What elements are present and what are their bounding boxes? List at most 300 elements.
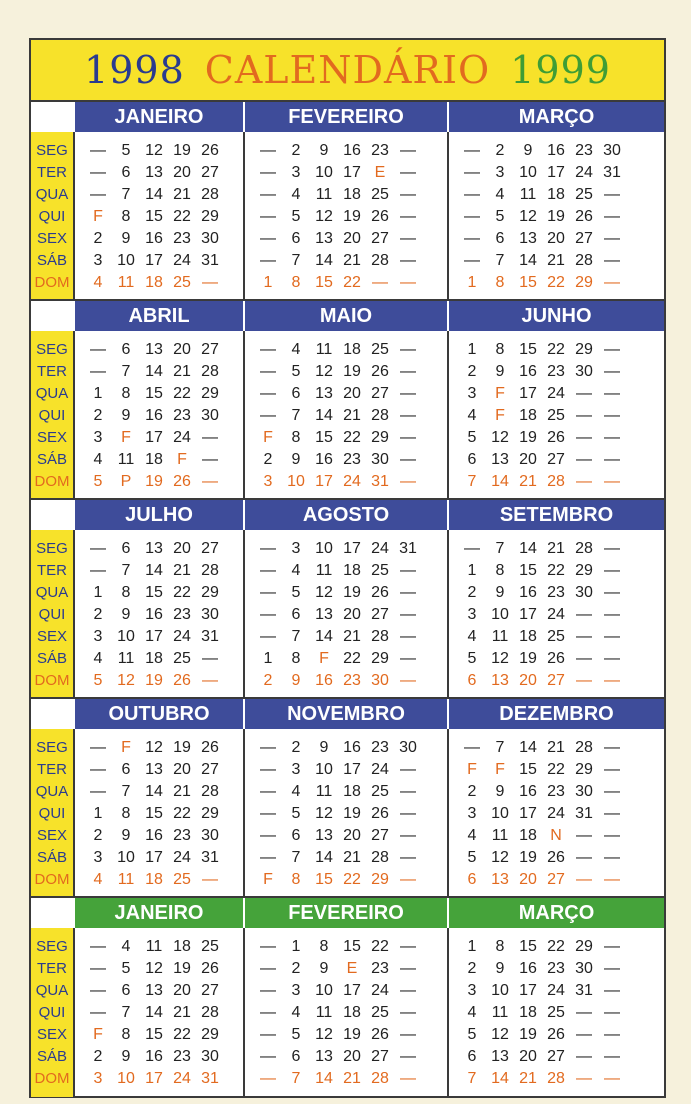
day-cell: — <box>604 341 620 358</box>
day-cell: 27 <box>371 827 389 844</box>
day-cell: 13 <box>315 385 333 402</box>
day-cell: — <box>604 1026 620 1043</box>
day-cell: 19 <box>343 805 361 822</box>
day-cell: — <box>400 429 416 446</box>
day-cell: — <box>400 650 416 667</box>
month-block <box>245 500 449 699</box>
day-cell: — <box>90 938 106 955</box>
day-cell: — <box>90 960 106 977</box>
day-cell: 21 <box>343 628 361 645</box>
day-cell: 8 <box>291 274 301 291</box>
day-cell: 14 <box>519 252 537 269</box>
day-cell: 21 <box>519 473 537 490</box>
weekday-label: SÁB <box>36 451 67 468</box>
calendar-row <box>31 699 664 898</box>
month-block <box>245 102 449 301</box>
day-cell: 30 <box>371 672 389 689</box>
day-cell: 16 <box>145 407 163 424</box>
day-cell: 13 <box>315 606 333 623</box>
day-cell: 16 <box>519 783 537 800</box>
day-cell: — <box>90 783 106 800</box>
day-cell: — <box>400 274 416 291</box>
day-cell: — <box>400 1026 416 1043</box>
day-cell: — <box>260 1070 276 1087</box>
day-cell: 4 <box>291 562 301 579</box>
day-cell: — <box>604 783 620 800</box>
month-name: AGOSTO <box>245 500 447 530</box>
day-cell: — <box>260 230 276 247</box>
day-cell: — <box>90 1004 106 1021</box>
day-cell: 5 <box>467 650 477 667</box>
day-cell: F <box>177 451 187 468</box>
day-cell: 18 <box>343 1004 361 1021</box>
day-cell: 31 <box>201 628 219 645</box>
day-cell: 2 <box>93 230 103 247</box>
day-cell: F <box>495 385 505 402</box>
day-cell: 4 <box>467 628 477 645</box>
title-year-start: 1998 <box>84 48 185 92</box>
day-cell: 18 <box>343 186 361 203</box>
day-cell: 29 <box>371 429 389 446</box>
day-cell: 23 <box>343 451 361 468</box>
day-cell: — <box>260 186 276 203</box>
day-cell: 5 <box>291 1026 301 1043</box>
day-cell: 26 <box>547 849 565 866</box>
month-name: MAIO <box>245 301 447 331</box>
day-cell: 12 <box>145 142 163 159</box>
day-cell: — <box>604 208 620 225</box>
day-cell: — <box>464 164 480 181</box>
day-cell: 7 <box>291 849 301 866</box>
month-block <box>245 898 449 1097</box>
day-cell: 20 <box>343 385 361 402</box>
day-cell: 17 <box>343 982 361 999</box>
day-cell: — <box>604 252 620 269</box>
day-cell: 11 <box>117 451 135 468</box>
day-cell: — <box>576 628 592 645</box>
day-cell: 30 <box>201 606 219 623</box>
day-cell: — <box>576 473 592 490</box>
weekday-label-column <box>31 530 75 699</box>
day-cell: 26 <box>371 363 389 380</box>
calendar-card <box>29 38 666 1098</box>
day-cell: 5 <box>93 672 103 689</box>
day-cell: — <box>202 650 218 667</box>
day-cell: — <box>464 739 480 756</box>
day-cell: 2 <box>467 584 477 601</box>
weekday-label: QUI <box>38 805 66 822</box>
day-cell: 28 <box>201 562 219 579</box>
month-name: JULHO <box>75 500 243 530</box>
day-cell: — <box>604 274 620 291</box>
day-cell: 22 <box>343 429 361 446</box>
day-cell: 21 <box>547 739 565 756</box>
day-cell: 13 <box>491 451 509 468</box>
day-cell: 9 <box>495 363 505 380</box>
month-block <box>449 898 664 1097</box>
day-cell: 24 <box>575 164 593 181</box>
day-cell: 13 <box>145 164 163 181</box>
day-cell: — <box>260 628 276 645</box>
day-cell: 19 <box>547 208 565 225</box>
day-cell: — <box>90 341 106 358</box>
day-cell: — <box>604 562 620 579</box>
day-cell: F <box>263 871 273 888</box>
day-cell: 10 <box>491 606 509 623</box>
day-cell: 29 <box>201 805 219 822</box>
day-cell: 1 <box>263 274 273 291</box>
weekday-label: QUA <box>35 783 69 800</box>
month-day-grid <box>245 530 449 699</box>
weekday-label: TER <box>37 960 67 977</box>
day-cell: 31 <box>399 540 417 557</box>
day-cell: 10 <box>315 761 333 778</box>
day-cell: F <box>93 1026 103 1043</box>
day-cell: 15 <box>519 341 537 358</box>
day-cell: 5 <box>495 208 505 225</box>
day-cell: 24 <box>173 628 191 645</box>
day-cell: — <box>400 363 416 380</box>
day-cell: 25 <box>371 1004 389 1021</box>
day-cell: 11 <box>117 274 135 291</box>
day-cell: 13 <box>145 341 163 358</box>
title-text: CALENDÁRIO <box>204 48 491 92</box>
day-cell: 26 <box>575 208 593 225</box>
day-cell: 30 <box>575 960 593 977</box>
day-cell: 14 <box>491 1070 509 1087</box>
day-cell: — <box>604 650 620 667</box>
day-cell: 27 <box>201 341 219 358</box>
day-cell: 22 <box>547 938 565 955</box>
day-cell: 24 <box>173 1070 191 1087</box>
day-cell: — <box>260 540 276 557</box>
day-cell: — <box>604 849 620 866</box>
day-cell: — <box>576 871 592 888</box>
day-cell: — <box>464 208 480 225</box>
day-cell: 26 <box>547 1026 565 1043</box>
day-cell: 25 <box>371 783 389 800</box>
day-cell: 7 <box>121 186 131 203</box>
day-cell: 28 <box>201 363 219 380</box>
day-cell: 31 <box>371 473 389 490</box>
day-cell: 9 <box>319 739 329 756</box>
day-cell: 17 <box>519 606 537 623</box>
day-cell: — <box>202 672 218 689</box>
day-cell: 17 <box>343 164 361 181</box>
day-cell: 18 <box>519 407 537 424</box>
weekday-label: DOM <box>34 1070 70 1087</box>
day-cell: 8 <box>121 1026 131 1043</box>
month-name: FEVEREIRO <box>245 898 447 928</box>
day-cell: — <box>604 407 620 424</box>
day-cell: 21 <box>173 562 191 579</box>
day-cell: 14 <box>145 783 163 800</box>
month-day-grid <box>449 132 664 301</box>
month-day-grid <box>245 729 449 898</box>
day-cell: 18 <box>519 628 537 645</box>
day-cell: 18 <box>343 341 361 358</box>
calendar-row <box>31 898 664 1097</box>
month-block <box>449 500 664 699</box>
day-cell: 29 <box>371 650 389 667</box>
day-cell: 9 <box>495 584 505 601</box>
month-name: JANEIRO <box>75 898 243 928</box>
day-cell: 29 <box>201 385 219 402</box>
weekday-label: QUA <box>35 186 69 203</box>
day-cell: 23 <box>173 1048 191 1065</box>
day-cell: 5 <box>291 584 301 601</box>
weekday-label: SEG <box>36 739 68 756</box>
day-cell: 18 <box>145 650 163 667</box>
day-cell: 28 <box>371 1070 389 1087</box>
day-cell: 20 <box>519 672 537 689</box>
day-cell: — <box>400 827 416 844</box>
day-cell: 19 <box>519 650 537 667</box>
day-cell: 28 <box>575 739 593 756</box>
weekday-label: QUA <box>35 385 69 402</box>
day-cell: — <box>400 871 416 888</box>
day-cell: 31 <box>575 805 593 822</box>
day-cell: 15 <box>145 1026 163 1043</box>
day-cell: 13 <box>315 230 333 247</box>
day-cell: 20 <box>519 1048 537 1065</box>
day-cell: 31 <box>603 164 621 181</box>
day-cell: 13 <box>519 230 537 247</box>
day-cell: 2 <box>93 407 103 424</box>
day-cell: — <box>260 805 276 822</box>
weekday-label-column <box>31 928 75 1097</box>
title-year-end: 1999 <box>510 48 611 92</box>
day-cell: 27 <box>371 230 389 247</box>
day-cell: 17 <box>315 473 333 490</box>
day-cell: — <box>202 274 218 291</box>
day-cell: 6 <box>121 341 131 358</box>
day-cell: 3 <box>93 1070 103 1087</box>
day-cell: 12 <box>491 849 509 866</box>
weekday-label: SÁB <box>36 650 67 667</box>
day-cell: 11 <box>117 650 135 667</box>
day-cell: 26 <box>173 473 191 490</box>
day-cell: 6 <box>291 385 301 402</box>
day-cell: 1 <box>263 650 273 667</box>
day-cell: 28 <box>547 1070 565 1087</box>
day-cell: 31 <box>575 982 593 999</box>
weekday-label: QUI <box>38 407 66 424</box>
day-cell: — <box>604 230 620 247</box>
day-cell: — <box>576 385 592 402</box>
day-cell: 1 <box>291 938 301 955</box>
day-cell: 8 <box>495 341 505 358</box>
day-cell: 12 <box>315 1026 333 1043</box>
day-cell: 18 <box>145 451 163 468</box>
day-cell: N <box>550 827 562 844</box>
day-cell: — <box>576 407 592 424</box>
day-cell: 25 <box>547 407 565 424</box>
day-cell: 14 <box>519 540 537 557</box>
month-name: MARÇO <box>449 102 664 132</box>
day-cell: — <box>576 672 592 689</box>
day-cell: P <box>120 473 132 490</box>
day-cell: — <box>604 805 620 822</box>
day-cell: 9 <box>319 960 329 977</box>
day-cell: 12 <box>491 650 509 667</box>
weekday-label: DOM <box>34 274 70 291</box>
day-cell: — <box>260 827 276 844</box>
day-cell: 27 <box>547 871 565 888</box>
day-cell: 8 <box>291 871 301 888</box>
day-cell: 27 <box>547 672 565 689</box>
day-cell: — <box>400 1070 416 1087</box>
day-cell: 11 <box>117 871 135 888</box>
day-cell: 27 <box>371 385 389 402</box>
day-cell: 7 <box>121 363 131 380</box>
day-cell: 22 <box>547 761 565 778</box>
day-cell: 23 <box>547 783 565 800</box>
day-cell: — <box>576 451 592 468</box>
day-cell: 3 <box>495 164 505 181</box>
day-cell: 15 <box>145 208 163 225</box>
month-name: NOVEMBRO <box>245 699 447 729</box>
day-cell: 15 <box>343 938 361 955</box>
day-cell: 24 <box>547 805 565 822</box>
day-cell: 21 <box>343 407 361 424</box>
day-cell: 24 <box>173 429 191 446</box>
day-cell: 15 <box>145 805 163 822</box>
day-cell: 2 <box>467 960 477 977</box>
day-cell: 10 <box>315 982 333 999</box>
day-cell: — <box>260 739 276 756</box>
day-cell: 3 <box>93 252 103 269</box>
day-cell: — <box>576 1070 592 1087</box>
day-cell: — <box>604 363 620 380</box>
day-cell: — <box>604 584 620 601</box>
day-cell: — <box>260 385 276 402</box>
weekday-label: QUI <box>38 208 66 225</box>
day-cell: 15 <box>145 584 163 601</box>
day-cell: — <box>400 252 416 269</box>
day-cell: F <box>467 761 477 778</box>
day-cell: — <box>400 142 416 159</box>
day-cell: 6 <box>121 982 131 999</box>
day-cell: 20 <box>547 230 565 247</box>
day-cell: 20 <box>343 606 361 623</box>
day-cell: 2 <box>467 783 477 800</box>
day-cell: 20 <box>519 451 537 468</box>
day-cell: 8 <box>121 805 131 822</box>
day-cell: 12 <box>145 960 163 977</box>
day-cell: 22 <box>371 938 389 955</box>
month-day-grid <box>75 331 245 500</box>
day-cell: 14 <box>145 363 163 380</box>
weekday-label: DOM <box>34 871 70 888</box>
day-cell: 6 <box>291 606 301 623</box>
day-cell: — <box>90 761 106 778</box>
day-cell: 7 <box>467 1070 477 1087</box>
day-cell: — <box>90 164 106 181</box>
day-cell: 18 <box>519 827 537 844</box>
month-block <box>75 898 245 1097</box>
day-cell: 19 <box>145 473 163 490</box>
weekday-label-column <box>31 729 75 898</box>
day-cell: 3 <box>291 540 301 557</box>
weekday-label: QUA <box>35 982 69 999</box>
day-cell: — <box>604 960 620 977</box>
day-cell: — <box>400 407 416 424</box>
day-cell: 14 <box>145 186 163 203</box>
day-cell: 8 <box>121 385 131 402</box>
day-cell: 11 <box>315 783 333 800</box>
day-cell: 22 <box>547 274 565 291</box>
day-cell: 4 <box>467 407 477 424</box>
day-cell: 9 <box>495 783 505 800</box>
day-cell: 21 <box>343 1070 361 1087</box>
day-cell: 30 <box>575 363 593 380</box>
day-cell: 6 <box>467 871 477 888</box>
day-cell: — <box>400 982 416 999</box>
day-cell: 28 <box>547 473 565 490</box>
calendar-title-bar <box>31 40 664 102</box>
day-cell: 15 <box>145 385 163 402</box>
day-cell: 3 <box>467 805 477 822</box>
day-cell: 25 <box>547 1004 565 1021</box>
day-cell: 28 <box>371 252 389 269</box>
day-cell: 6 <box>467 451 477 468</box>
day-cell: 28 <box>371 849 389 866</box>
day-cell: 2 <box>495 142 505 159</box>
day-cell: 23 <box>173 827 191 844</box>
day-cell: — <box>576 827 592 844</box>
day-cell: 17 <box>145 429 163 446</box>
weekday-label: TER <box>37 562 67 579</box>
day-cell: F <box>93 208 103 225</box>
day-cell: 9 <box>319 142 329 159</box>
day-cell: 19 <box>343 584 361 601</box>
day-cell: — <box>604 628 620 645</box>
day-cell: — <box>576 429 592 446</box>
day-cell: 10 <box>117 849 135 866</box>
day-cell: 30 <box>603 142 621 159</box>
day-cell: 24 <box>371 540 389 557</box>
day-cell: — <box>464 252 480 269</box>
day-cell: 10 <box>519 164 537 181</box>
day-cell: — <box>260 363 276 380</box>
day-cell: 25 <box>173 871 191 888</box>
month-block <box>75 699 245 898</box>
day-cell: 15 <box>315 274 333 291</box>
day-cell: 2 <box>467 363 477 380</box>
day-cell: 20 <box>173 341 191 358</box>
day-cell: — <box>90 982 106 999</box>
day-cell: F <box>495 407 505 424</box>
day-cell: — <box>604 1048 620 1065</box>
day-cell: E <box>346 960 358 977</box>
day-cell: 13 <box>491 1048 509 1065</box>
day-cell: 21 <box>547 540 565 557</box>
day-cell: 19 <box>519 429 537 446</box>
day-cell: 11 <box>315 341 333 358</box>
day-cell: 15 <box>519 761 537 778</box>
day-cell: — <box>400 341 416 358</box>
day-cell: 26 <box>371 584 389 601</box>
day-cell: 22 <box>173 1026 191 1043</box>
day-cell: 4 <box>93 274 103 291</box>
day-cell: 29 <box>575 562 593 579</box>
day-cell: 11 <box>315 562 333 579</box>
day-cell: 2 <box>263 451 273 468</box>
day-cell: 27 <box>201 540 219 557</box>
day-cell: 26 <box>371 805 389 822</box>
day-cell: 17 <box>145 252 163 269</box>
